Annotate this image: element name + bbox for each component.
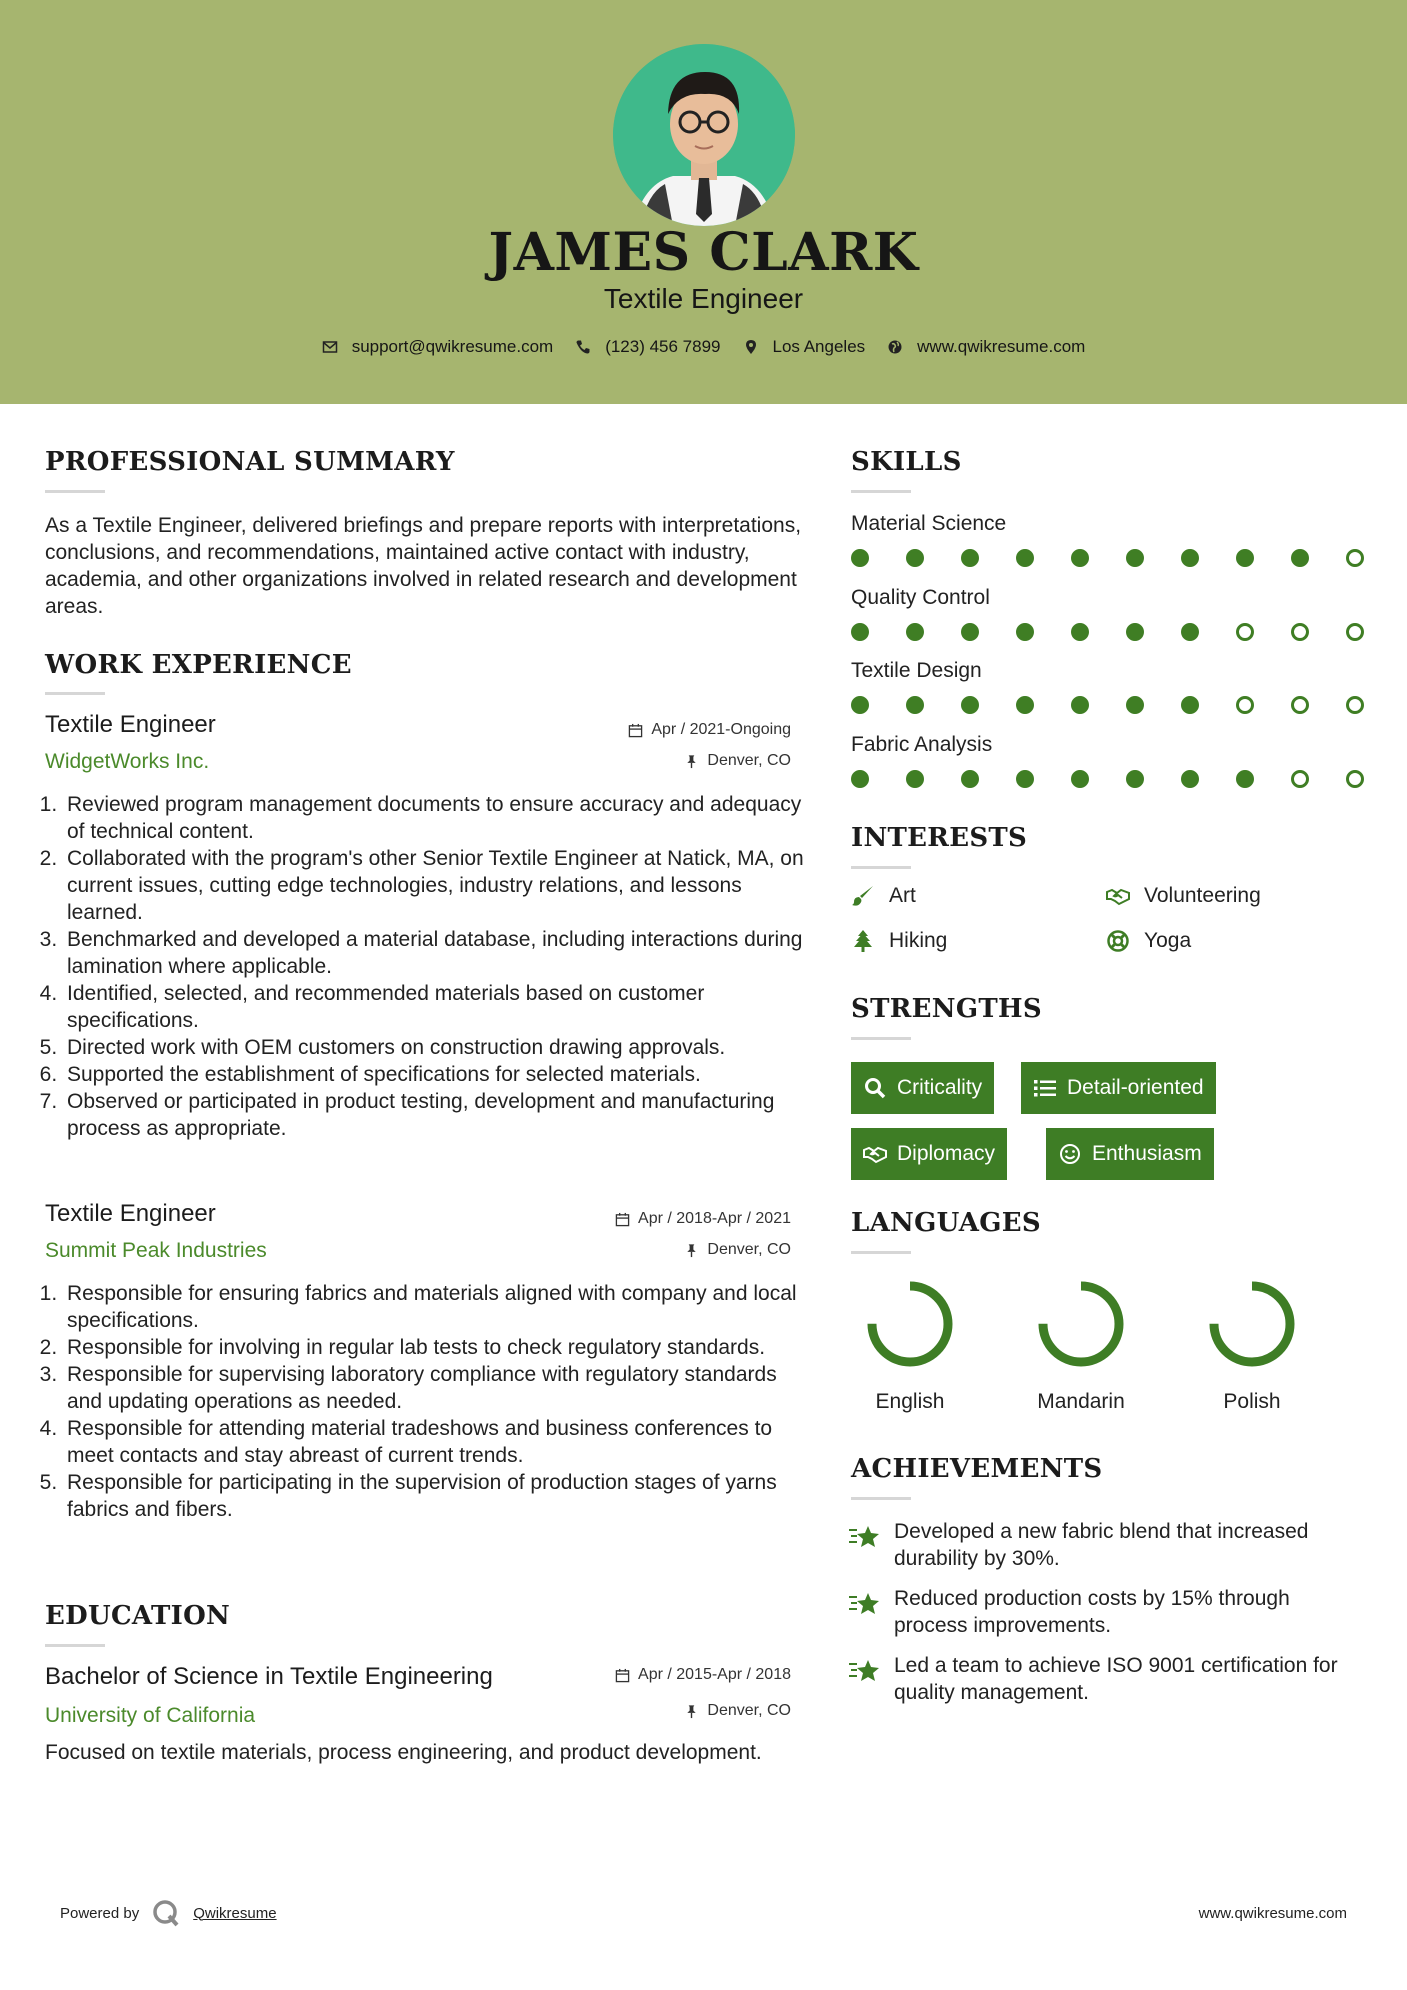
education-description: Focused on textile materials, process engineering, and product development. bbox=[45, 1741, 762, 1764]
school-name: University of California bbox=[45, 1704, 256, 1727]
job-location bbox=[560, 752, 791, 770]
interests-divider bbox=[851, 866, 911, 869]
job-bullet: 6. Supported the establishment of specifications for selected materials. bbox=[63, 1061, 805, 1088]
interest-label: Yoga bbox=[1144, 929, 1192, 952]
achievements-divider bbox=[851, 1497, 911, 1500]
skill-dot-filled bbox=[961, 770, 979, 788]
pushpin-icon bbox=[684, 1243, 699, 1258]
interest-yoga bbox=[1106, 929, 1191, 953]
list-icon bbox=[1033, 1077, 1057, 1099]
summary-text: As a Textile Engineer, delivered briefings and prepare reports with interpretations, conclusions, and recommendations, maintained active contact with industry, academia, and other organizations involved in related research and development areas. bbox=[45, 514, 802, 618]
skill-dot-empty bbox=[1291, 623, 1309, 641]
skills-divider bbox=[851, 490, 911, 493]
skill-dot-filled bbox=[1236, 549, 1254, 567]
skill-name: Textile Design bbox=[851, 659, 982, 682]
skill-dot-filled bbox=[1016, 696, 1034, 714]
strengths-heading: STRENGTHS bbox=[851, 994, 1042, 1024]
achievement-text: Reduced production costs by 15% through process improvements. bbox=[894, 1587, 1290, 1637]
interest-hiking bbox=[851, 929, 947, 953]
skill-name: Quality Control bbox=[851, 585, 990, 609]
qwikresume-logo-icon bbox=[151, 1898, 181, 1928]
skill-dot-filled bbox=[1016, 623, 1034, 641]
skill-dot-filled bbox=[1016, 549, 1034, 567]
envelope-icon bbox=[322, 339, 338, 355]
skill-dot-empty bbox=[1346, 770, 1364, 788]
paintbrush-icon bbox=[851, 885, 875, 907]
skill-dot-filled bbox=[851, 549, 869, 567]
education-location bbox=[560, 1702, 791, 1720]
strength-label: Detail-oriented bbox=[1067, 1076, 1204, 1099]
skill-dot-filled bbox=[1126, 770, 1144, 788]
award-star-icon bbox=[848, 1522, 882, 1552]
summary-divider bbox=[45, 490, 105, 493]
job-dates bbox=[560, 721, 791, 739]
map-pin-icon bbox=[743, 339, 759, 355]
pushpin-icon bbox=[684, 754, 699, 769]
footer-brand-link[interactable]: Qwikresume bbox=[193, 1904, 277, 1922]
skill-dot-empty bbox=[1236, 696, 1254, 714]
phone-text: (123) 456 7899 bbox=[605, 337, 721, 356]
strength-chip bbox=[1021, 1062, 1216, 1114]
smile-icon bbox=[1058, 1143, 1082, 1165]
achievements-heading: ACHIEVEMENTS bbox=[851, 1454, 1103, 1484]
calendar-icon bbox=[628, 723, 643, 738]
handshake-icon bbox=[863, 1143, 887, 1165]
interest-art bbox=[851, 884, 916, 908]
job-location-text: Denver, CO bbox=[707, 752, 791, 769]
interests-heading: INTERESTS bbox=[851, 823, 1028, 853]
award-star-icon bbox=[848, 1589, 882, 1619]
profile-photo bbox=[613, 44, 795, 226]
job-bullet: 2. Collaborated with the program's other Senior Textile Engineer at Natick, MA, on current issues, cutting edge technologies, industry relations, and lessons learned. bbox=[63, 845, 805, 926]
job-bullet: 1. Responsible for ensuring fabrics and materials aligned with company and local specifications. bbox=[63, 1280, 805, 1334]
interest-label: Volunteering bbox=[1144, 884, 1261, 907]
skill-dot-filled bbox=[1126, 549, 1144, 567]
skill-dot-filled bbox=[1071, 623, 1089, 641]
lifering-icon bbox=[1106, 930, 1130, 952]
interest-label: Art bbox=[889, 884, 916, 907]
skill-dot-filled bbox=[1181, 770, 1199, 788]
skill-name: Fabric Analysis bbox=[851, 732, 993, 756]
achievement-item bbox=[848, 1518, 1368, 1572]
skill-dot-empty bbox=[1346, 623, 1364, 641]
language-ring bbox=[1043, 1286, 1119, 1362]
languages-divider bbox=[851, 1251, 911, 1254]
powered-by-text: Powered by bbox=[60, 1904, 140, 1922]
skill-dot-filled bbox=[961, 549, 979, 567]
skill-dot-filled bbox=[906, 770, 924, 788]
skill-dot-filled bbox=[1291, 549, 1309, 567]
location-text: Los Angeles bbox=[772, 337, 866, 356]
skill-dot-filled bbox=[1126, 696, 1144, 714]
skill-dot-filled bbox=[1071, 770, 1089, 788]
contact-website[interactable] bbox=[887, 337, 1085, 357]
achievement-text: Led a team to achieve ISO 9001 certification for quality management. bbox=[894, 1654, 1338, 1704]
strengths-divider bbox=[851, 1037, 911, 1040]
job-location bbox=[560, 1241, 791, 1259]
job-bullet: 5. Directed work with OEM customers on construction drawing approvals. bbox=[63, 1034, 805, 1061]
education-location-text: Denver, CO bbox=[707, 1702, 791, 1719]
skill-dot-empty bbox=[1291, 770, 1309, 788]
footer-website[interactable]: www.qwikresume.com bbox=[1198, 1905, 1347, 1922]
interest-label: Hiking bbox=[889, 929, 948, 952]
pushpin-icon bbox=[684, 1704, 699, 1719]
education-heading: EDUCATION bbox=[45, 1601, 231, 1631]
language-label: Polish bbox=[1223, 1390, 1281, 1413]
skill-dot-empty bbox=[1236, 623, 1254, 641]
education-dates bbox=[560, 1666, 791, 1684]
language-label: English bbox=[875, 1390, 945, 1413]
strength-label: Diplomacy bbox=[897, 1142, 996, 1165]
skill-dot-filled bbox=[1181, 696, 1199, 714]
contact-email[interactable] bbox=[322, 337, 554, 357]
job-title: Textile Engineer bbox=[45, 1200, 216, 1227]
globe-icon bbox=[887, 339, 903, 355]
contact-location bbox=[743, 337, 866, 357]
job-bullets bbox=[35, 791, 805, 1142]
skill-dot-filled bbox=[1016, 770, 1034, 788]
skill-name: Material Science bbox=[851, 512, 1007, 535]
skill-dot-filled bbox=[1181, 623, 1199, 641]
job-bullet: 4. Identified, selected, and recommended materials based on customer specifications. bbox=[63, 980, 805, 1034]
interest-volunteering bbox=[1106, 884, 1261, 908]
job-bullet: 7. Observed or participated in product testing, development and manufacturing process as appropriate. bbox=[63, 1088, 805, 1142]
strength-chip bbox=[1046, 1128, 1214, 1180]
skill-dot-filled bbox=[906, 696, 924, 714]
skills-heading: SKILLS bbox=[851, 447, 962, 477]
handshake-icon bbox=[1106, 885, 1130, 907]
strength-label: Enthusiasm bbox=[1092, 1142, 1202, 1165]
website-text: www.qwikresume.com bbox=[917, 337, 1086, 356]
job-title: Textile Engineer bbox=[45, 711, 216, 738]
skill-dot-filled bbox=[961, 623, 979, 641]
phone-icon bbox=[575, 339, 591, 355]
tree-icon bbox=[851, 930, 875, 952]
language-ring bbox=[872, 1286, 948, 1362]
strength-label: Criticality bbox=[897, 1076, 983, 1099]
job-bullet: 1. Reviewed program management documents to ensure accuracy and adequacy of technical content. bbox=[63, 791, 805, 845]
skill-dot-filled bbox=[1181, 549, 1199, 567]
strength-chip bbox=[851, 1062, 994, 1114]
job-dates bbox=[560, 1210, 791, 1228]
languages-heading: LANGUAGES bbox=[851, 1208, 1041, 1238]
language-ring bbox=[1214, 1286, 1290, 1362]
skill-dot-empty bbox=[1346, 549, 1364, 567]
experience-heading: WORK EXPERIENCE bbox=[45, 650, 352, 680]
skill-dot-empty bbox=[1346, 696, 1364, 714]
degree-title: Bachelor of Science in Textile Engineering bbox=[45, 1663, 493, 1690]
candidate-role: Textile Engineer bbox=[603, 283, 804, 314]
job-bullet: 3. Responsible for supervising laboratory compliance with regulatory standards and updating operations as needed. bbox=[63, 1361, 805, 1415]
strength-chip bbox=[851, 1128, 1007, 1180]
achievement-text: Developed a new fabric blend that increased durability by 30%. bbox=[894, 1520, 1309, 1570]
education-dates-text: Apr / 2015-Apr / 2018 bbox=[638, 1666, 791, 1683]
calendar-icon bbox=[615, 1212, 630, 1227]
experience-divider bbox=[45, 692, 105, 695]
header-banner bbox=[0, 0, 1407, 404]
skill-dot-filled bbox=[851, 770, 869, 788]
job-bullet: 5. Responsible for participating in the supervision of production stages of yarns fabrics and fibers. bbox=[63, 1469, 805, 1523]
job-bullet: 4. Responsible for attending material tradeshows and business conferences to meet contacts and stay abreast of current trends. bbox=[63, 1415, 805, 1469]
candidate-name: JAMES CLARK bbox=[488, 222, 919, 283]
skill-dot-filled bbox=[851, 696, 869, 714]
contact-bar bbox=[0, 337, 1407, 357]
job-location-text: Denver, CO bbox=[707, 1241, 791, 1258]
skill-dot-filled bbox=[961, 696, 979, 714]
job-bullets bbox=[35, 1280, 805, 1523]
skill-dot-filled bbox=[1071, 549, 1089, 567]
company-name: Summit Peak Industries bbox=[45, 1239, 267, 1262]
company-name: WidgetWorks Inc. bbox=[45, 750, 210, 773]
skill-dot-empty bbox=[1291, 696, 1309, 714]
skill-dot-filled bbox=[906, 623, 924, 641]
contact-phone[interactable] bbox=[575, 337, 720, 357]
job-dates-text: Apr / 2021-Ongoing bbox=[651, 721, 791, 738]
award-star-icon bbox=[848, 1656, 882, 1686]
skill-dot-filled bbox=[1126, 623, 1144, 641]
language-label: Mandarin bbox=[1037, 1390, 1125, 1413]
email-text: support@qwikresume.com bbox=[351, 337, 554, 356]
skill-dot-filled bbox=[851, 623, 869, 641]
job-bullet: 3. Benchmarked and developed a material database, including interactions during lamination where applicable. bbox=[63, 926, 805, 980]
achievement-item bbox=[848, 1652, 1368, 1706]
job-bullet: 2. Responsible for involving in regular lab tests to check regulatory standards. bbox=[63, 1334, 805, 1361]
education-divider bbox=[45, 1644, 105, 1647]
search-icon bbox=[863, 1077, 887, 1099]
calendar-icon bbox=[615, 1668, 630, 1683]
job-dates-text: Apr / 2018-Apr / 2021 bbox=[638, 1210, 791, 1227]
summary-heading: PROFESSIONAL SUMMARY bbox=[45, 447, 455, 477]
skill-dot-filled bbox=[1071, 696, 1089, 714]
skill-dot-filled bbox=[1236, 770, 1254, 788]
achievement-item bbox=[848, 1585, 1368, 1639]
skill-dot-filled bbox=[906, 549, 924, 567]
language-rings bbox=[851, 1270, 1351, 1380]
footer-powered-by bbox=[60, 1898, 277, 1928]
